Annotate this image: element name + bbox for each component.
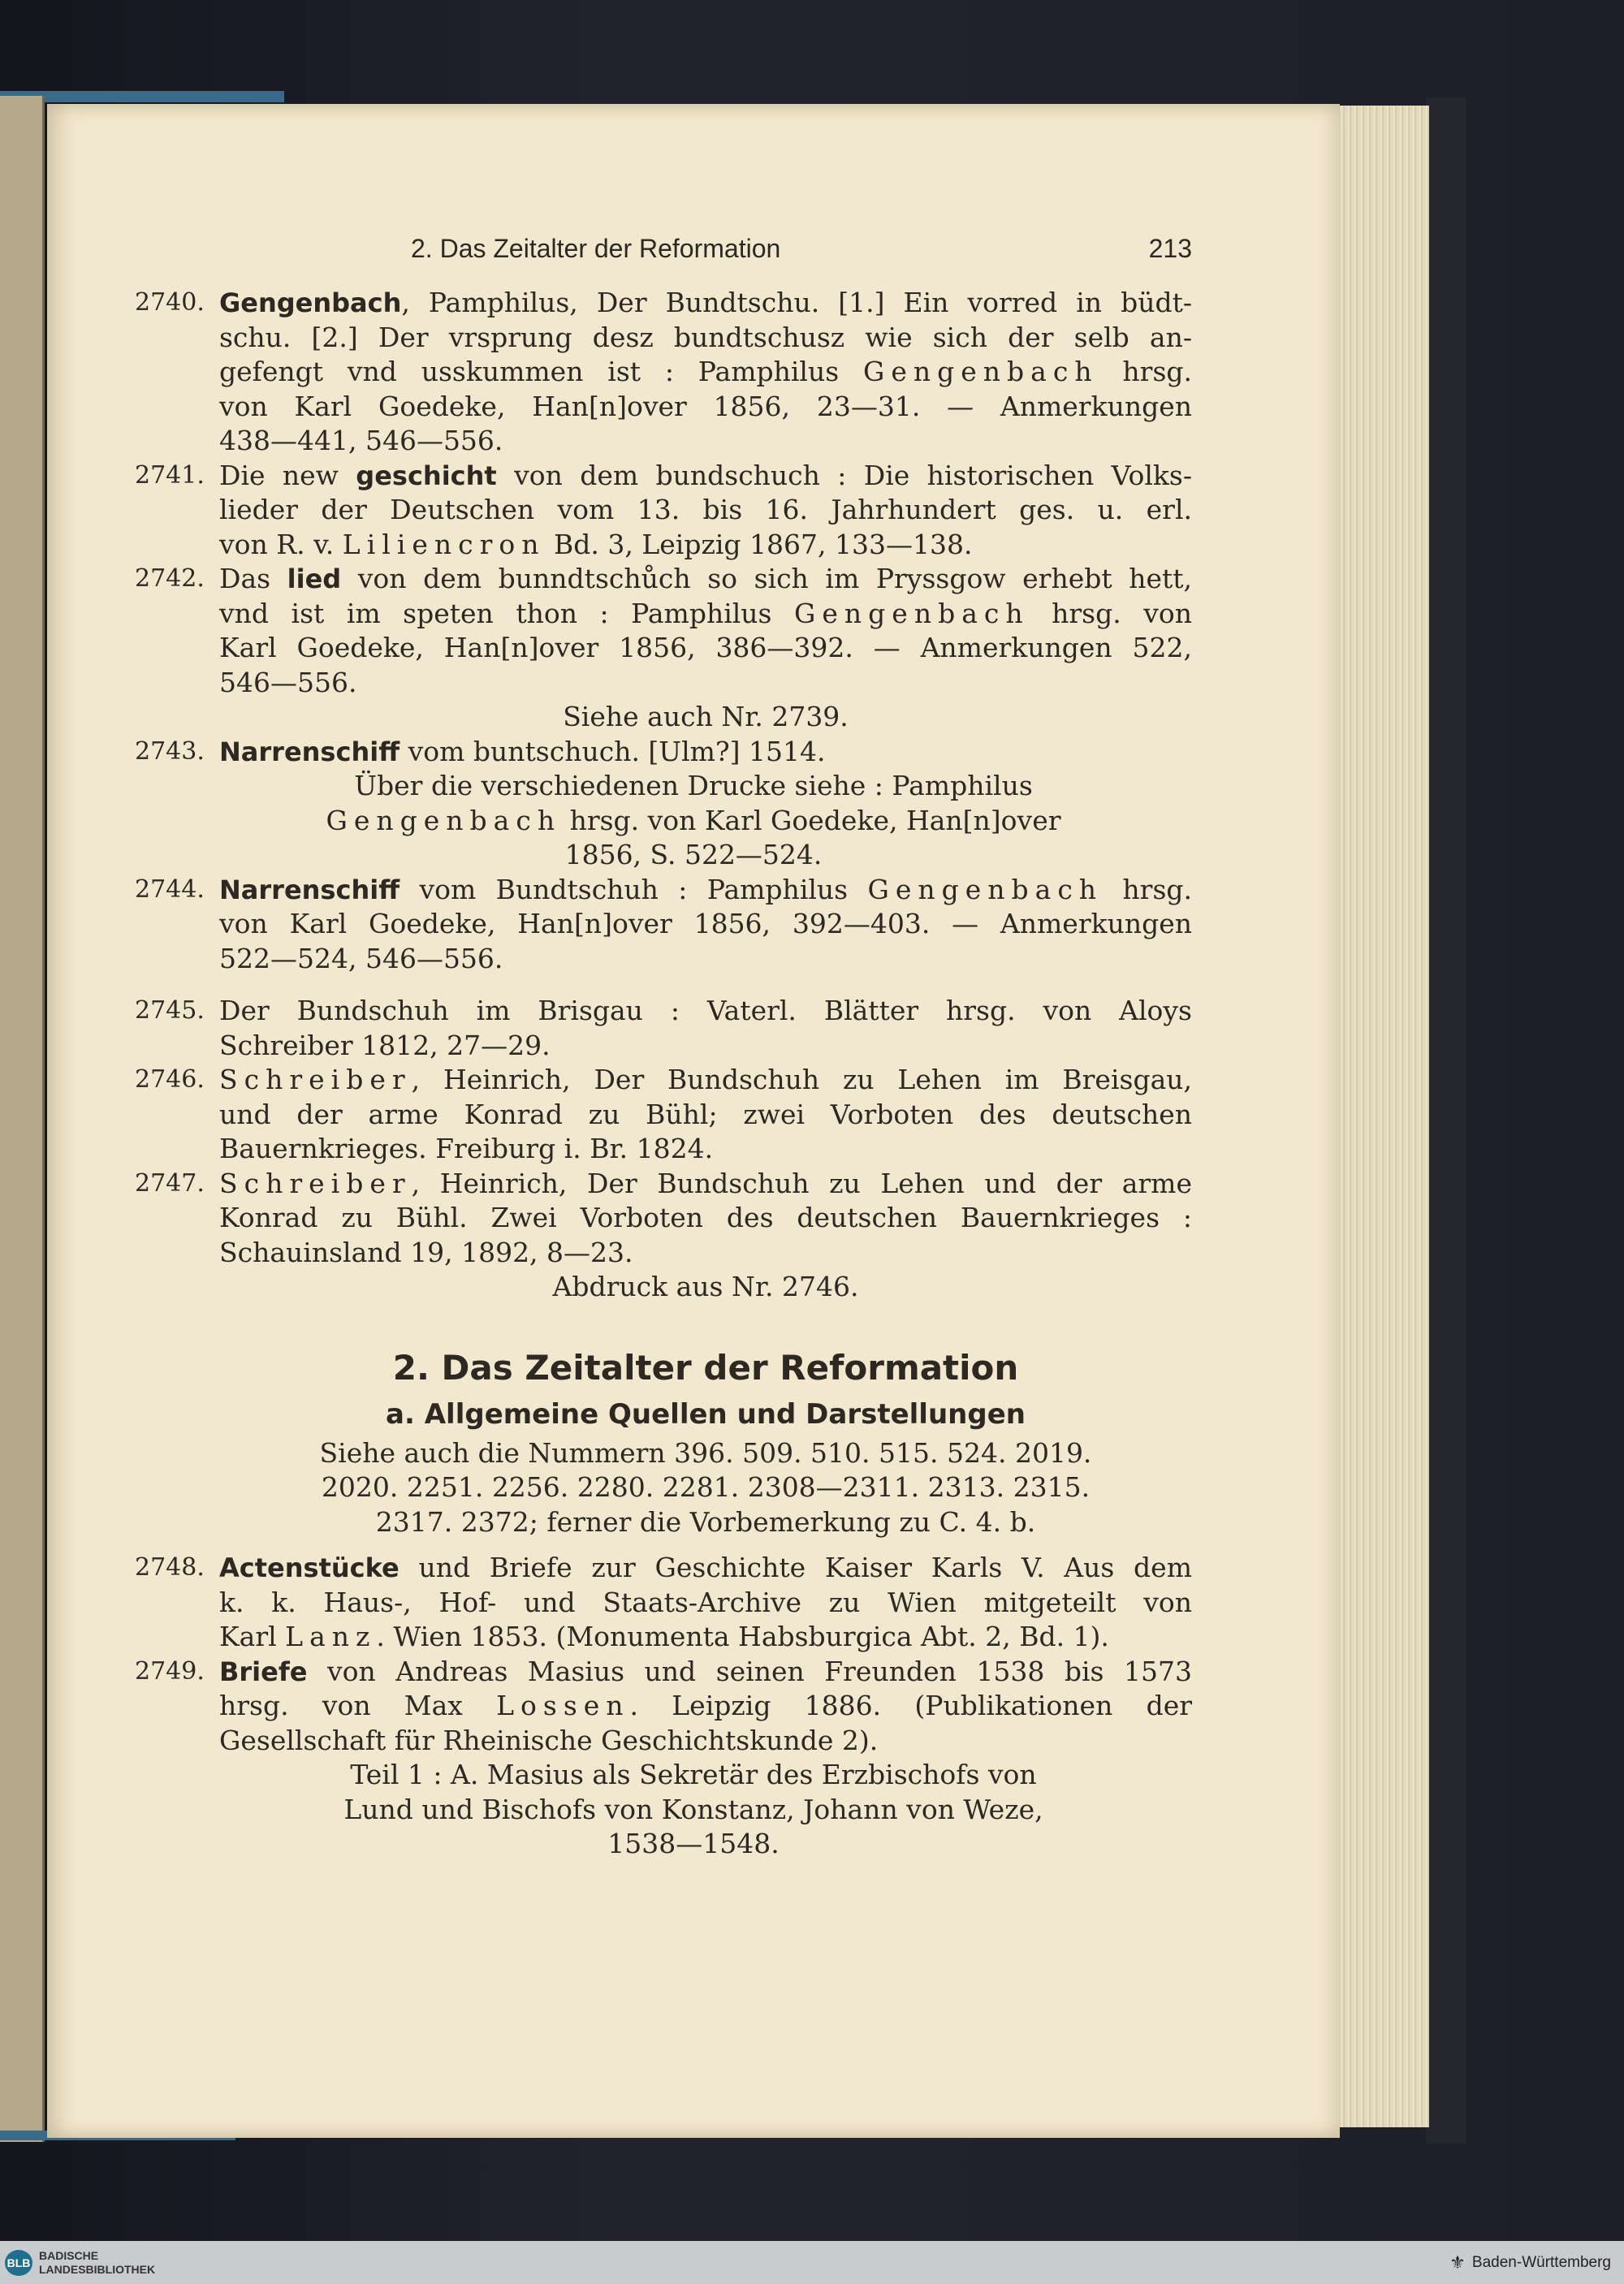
- entry-line: [219, 459, 1192, 494]
- note-line: [252, 1758, 1135, 1793]
- entry-number: 2747.: [135, 1168, 205, 1198]
- entry-line: [219, 1201, 1192, 1236]
- see-also-line: 2317. 2372; ferner die Vorbemerkung zu C. 4. b.: [375, 1505, 1036, 1538]
- note-line: [252, 804, 1135, 839]
- entry-text: von dem bunndtschůch so sich im Pryssgow erhebt hett,: [341, 563, 1192, 594]
- entry-line: [219, 873, 1192, 908]
- catchword: Narrenschiff: [219, 874, 400, 905]
- entry-text: . Leipzig 1886. (Publikationen der: [629, 1690, 1192, 1721]
- spacer: [145, 976, 1192, 994]
- entry-line: [219, 1689, 1192, 1724]
- note-line: [252, 838, 1135, 873]
- entry-2743: [135, 735, 1192, 770]
- entry-number: 2745.: [135, 996, 205, 1025]
- entry-text: 438—441, 546—556.: [219, 425, 503, 456]
- entry-text: lieder der Deutschen vom 13. bis 16. Jahrhundert ges. u. erl.: [219, 494, 1192, 525]
- catchword: lied: [287, 563, 342, 594]
- entry-number: 2741.: [135, 460, 205, 490]
- entry-text: und der arme Konrad zu Bühl; zwei Vorboten des deutschen: [219, 1098, 1192, 1130]
- entry-text: von Karl Goedeke, Han[n]over 1856, 23—31. — Anmerkungen: [219, 390, 1192, 422]
- entry-line: [219, 1167, 1192, 1202]
- entry-text: Schreiber 1812, 27—29.: [219, 1029, 551, 1061]
- entry-text: Der Bundschuh im Brisgau : Vaterl. Blätter hrsg. von Aloys: [219, 995, 1192, 1026]
- entry-text: vnd ist im speten thon : Pamphilus: [219, 597, 795, 629]
- state-coat-of-arms-icon: ⚜: [1449, 2252, 1466, 2273]
- entry-line: [219, 597, 1192, 632]
- entry-line: [219, 907, 1192, 942]
- entry-text: vom Bundtschuh : Pamphilus: [400, 873, 868, 905]
- entry-line: [219, 1029, 1192, 1064]
- entry-text: von Andreas Masius und seinen Freunden 1538 bis 1573: [307, 1655, 1192, 1687]
- note-text: Teil 1 : A. Masius als Sekretär des Erzbischofs von: [350, 1759, 1037, 1790]
- note-text: Über die verschiedenen Drucke siehe : Pamphilus: [354, 770, 1033, 801]
- bibliography-entry: [135, 1551, 1192, 1655]
- entry-2744: [135, 873, 1192, 977]
- see-also-line: Siehe auch die Nummern 396. 509. 510. 515. 524. 2019.: [319, 1436, 1092, 1469]
- blb-logo-icon: BLB: [5, 2250, 32, 2276]
- page-content: [135, 226, 1192, 1862]
- see-also-line: 2020. 2251. 2256. 2280. 2281. 2308—2311. 2313. 2315.: [321, 1471, 1091, 1503]
- entry-line: [219, 528, 1192, 563]
- author-name: Gengenbach: [867, 873, 1104, 905]
- note-text: Lund und Bischofs von Konstanz, Johann von Weze,: [343, 1793, 1043, 1825]
- entry-line: [219, 1132, 1192, 1167]
- entry-text: Karl: [219, 1621, 286, 1652]
- catchword: Briefe: [219, 1656, 308, 1687]
- entry-line: [219, 1620, 1192, 1655]
- entry-text: Karl Goedeke, Han[n]over 1856, 386—392. — Anmerkungen 522,: [219, 632, 1192, 663]
- entry-text: Die new: [219, 459, 356, 491]
- library-name-line: BADISCHE: [39, 2249, 99, 2262]
- entry-line: [219, 1551, 1192, 1586]
- entry-text: , Pamphilus, Der Bundtschu. [1.] Ein vorred in büdt-: [401, 287, 1192, 318]
- bibliography-entry: [135, 1655, 1192, 1759]
- entry-number: 2746.: [135, 1065, 205, 1094]
- author-name: Lanz: [285, 1621, 377, 1652]
- entry-text: hrsg.: [1098, 356, 1192, 387]
- note-text: 1856, S. 522—524.: [564, 839, 823, 870]
- entry-text: Das: [219, 563, 287, 594]
- entry-text: und Briefe zur Geschichte Kaiser Karls V. Aus dem: [399, 1552, 1192, 1583]
- bibliography-entry: [135, 994, 1192, 1063]
- entries-group-b: [135, 994, 1192, 1270]
- entry-text: von dem bundschuch : Die historischen Volks-: [496, 459, 1192, 491]
- entry-text: Konrad zu Bühl. Zwei Vorboten des deutschen Bauernkrieges :: [219, 1202, 1192, 1233]
- entry-text: 522—524, 546—556.: [219, 942, 503, 974]
- entry-text: , Heinrich, Der Bundschuh zu Lehen im Breisgau,: [411, 1064, 1192, 1095]
- running-head-title: 2. Das Zeitalter der Reformation: [411, 234, 781, 263]
- author-name: Gengenbach: [326, 804, 562, 836]
- entry-text: von R. v.: [219, 528, 343, 560]
- entry-text: gefengt vnd usskummen ist : Pamphilus: [219, 356, 863, 387]
- note-text: hrsg. von Karl Goedeke, Han[n]over: [561, 804, 1061, 836]
- entry-text: vom buntschuch. [Ulm?] 1514.: [400, 735, 826, 767]
- entry-number: 2748.: [135, 1553, 205, 1582]
- section-heading: 2. Das Zeitalter der Reformation: [392, 1347, 1019, 1388]
- library-name-line: LANDESBIBLIOTHEK: [39, 2263, 156, 2276]
- book-page: [47, 104, 1340, 2138]
- entry-line: [219, 1236, 1192, 1271]
- note-line: [252, 769, 1135, 804]
- reprint-note: Abdruck aus Nr. 2746.: [552, 1271, 859, 1302]
- author-name: Lossen: [496, 1690, 630, 1721]
- subsection-heading: a. Allgemeine Quellen und Darstellungen: [386, 1397, 1026, 1431]
- entry-line: [219, 424, 1192, 459]
- author-name: Schreiber: [219, 1167, 412, 1199]
- page-number: 213: [1148, 234, 1192, 263]
- running-head: [200, 226, 1192, 271]
- entry-text: hrsg. von Max: [219, 1690, 497, 1721]
- contents-note: [177, 1758, 1135, 1862]
- footer-bar: [0, 2241, 1624, 2284]
- catchword: Actenstücke: [219, 1552, 400, 1583]
- book-cover-left: [0, 96, 45, 2142]
- bibliography-entry: [135, 459, 1192, 563]
- bibliography-entry: [135, 1167, 1192, 1271]
- entry-text: schu. [2.] Der vrsprung desz bundtschusz wie sich der selb an-: [219, 321, 1192, 353]
- state-name: Baden-Württemberg: [1471, 2254, 1611, 2271]
- entry-line: [219, 1586, 1192, 1621]
- entry-text: hrsg.: [1103, 873, 1192, 905]
- author-name: Liliencron: [342, 528, 546, 560]
- entry-text: Schauinsland 19, 1892, 8—23.: [219, 1236, 633, 1268]
- entry-number: 2744.: [135, 874, 205, 904]
- cross-reference-note: Siehe auch Nr. 2739.: [563, 701, 849, 732]
- note-text: 1538—1548.: [607, 1828, 780, 1859]
- entry-text: Gesellschaft für Rheinische Geschichtskunde 2).: [219, 1724, 879, 1756]
- catchword: Narrenschiff: [219, 736, 400, 767]
- catchword: geschicht: [356, 460, 497, 491]
- entry-line: [219, 493, 1192, 528]
- page-stack-edge: [1340, 106, 1429, 2127]
- entry-line: [219, 1098, 1192, 1133]
- entry-number: 2742.: [135, 564, 205, 593]
- bibliography-entry: [135, 1063, 1192, 1167]
- entry-line: [219, 1724, 1192, 1759]
- entry-text: 546—556.: [219, 666, 357, 698]
- entry-text: k. k. Haus-, Hof- und Staats-Archive zu Wien mitgeteilt von: [219, 1586, 1192, 1618]
- entry-number: 2740.: [135, 288, 205, 317]
- entry-line: [219, 631, 1192, 666]
- entry-text: , Heinrich, Der Bundschuh zu Lehen und der arme: [411, 1167, 1192, 1199]
- entry-text: hrsg. von: [1029, 597, 1192, 629]
- note-line: [252, 1827, 1135, 1862]
- entry-line: [219, 390, 1192, 425]
- bibliography-entry: [135, 286, 1192, 459]
- entry-line: [219, 355, 1192, 390]
- bibliography-entry: [135, 873, 1192, 977]
- entry-number: 2749.: [135, 1656, 205, 1686]
- printing-note: [177, 769, 1135, 873]
- entry-line: [219, 286, 1192, 321]
- entry-line: [219, 1063, 1192, 1098]
- library-name: [39, 2249, 155, 2277]
- entry-line: [219, 735, 1192, 770]
- bibliography-entry: [135, 735, 1192, 770]
- entry-line: [219, 666, 1192, 701]
- entries-group-c: [135, 1551, 1192, 1758]
- book-spine-shadow: [1426, 97, 1466, 2144]
- author-name: Gengenbach: [794, 597, 1030, 629]
- author-name: Gengenbach: [863, 356, 1099, 387]
- entry-line: [219, 562, 1192, 597]
- catchword: Gengenbach: [219, 287, 402, 318]
- entry-text: Bauernkrieges. Freiburg i. Br. 1824.: [219, 1133, 714, 1164]
- entry-line: [219, 321, 1192, 356]
- entry-text: Bd. 3, Leipzig 1867, 133—138.: [545, 528, 973, 560]
- entry-text: von Karl Goedeke, Han[n]over 1856, 392—403. — Anmerkungen: [219, 908, 1192, 939]
- entry-line: [219, 942, 1192, 977]
- entry-line: [219, 1655, 1192, 1690]
- entries-group-a: [135, 286, 1192, 700]
- entry-line: [219, 994, 1192, 1029]
- see-also-block: [145, 1436, 1192, 1540]
- bibliography-entry: [135, 562, 1192, 700]
- entry-text: . Wien 1853. (Monumenta Habsburgica Abt. 2, Bd. 1).: [376, 1621, 1109, 1652]
- note-line: [252, 1793, 1135, 1828]
- author-name: Schreiber: [219, 1064, 412, 1095]
- entry-number: 2743.: [135, 736, 205, 766]
